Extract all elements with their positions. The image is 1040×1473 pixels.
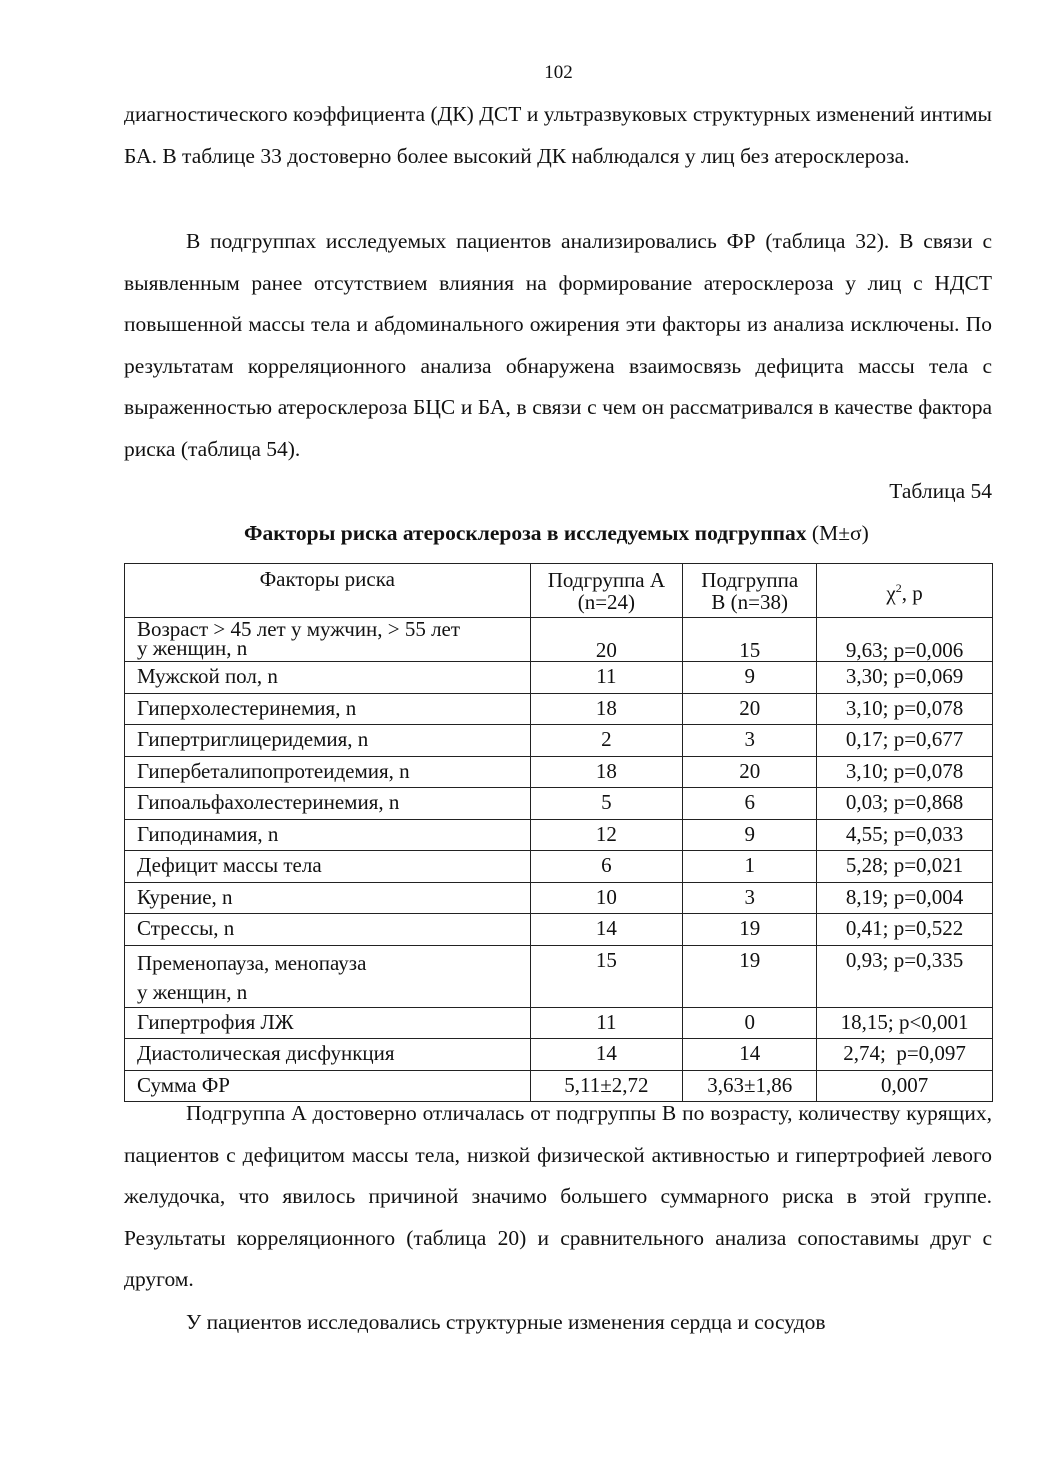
- table-row: [125, 693, 993, 725]
- row-group-a-value: 6: [530, 851, 683, 883]
- row-chi-value: 3,30; p=0,069: [817, 662, 993, 694]
- row-factor: [125, 618, 531, 662]
- paragraph-1: диагностического коэффициента (ДК) ДСТ и ультразвуковых структурных изменений интимы БА. В таблице 33 достоверно более высокий ДК наблюдался у лиц без атеросклероза.: [124, 102, 992, 168]
- row-chi-value: 8,19; p=0,004: [817, 882, 993, 914]
- row-factor: Курение, n: [125, 882, 531, 914]
- row-group-a-value: 2: [530, 725, 683, 757]
- row-factor: Стрессы, n: [125, 914, 531, 946]
- table-row: [125, 945, 993, 1007]
- row-factor: Гипертрофия ЛЖ: [125, 1007, 531, 1039]
- row-chi-value: 3,10; p=0,078: [817, 756, 993, 788]
- row-factor: Мужской пол, n: [125, 662, 531, 694]
- table-row: [125, 851, 993, 883]
- table-header-row: [125, 564, 993, 618]
- header-factor: Факторы риска: [125, 564, 531, 618]
- row-group-a-value: 14: [530, 1039, 683, 1071]
- row-factor: [125, 945, 531, 1007]
- row-factor-line1: Пременопауза, менопауза: [137, 950, 367, 975]
- header-group-a-line1: Подгруппа А: [547, 567, 666, 592]
- row-chi-value: 3,10; p=0,078: [817, 693, 993, 725]
- row-group-a-value: 15: [530, 945, 683, 1007]
- row-factor-line2: у женщин, n: [137, 979, 248, 1004]
- header-group-a: [530, 564, 683, 618]
- row-chi-value: 0,03; p=0,868: [817, 788, 993, 820]
- row-factor: Гиперхолестеринемия, n: [125, 693, 531, 725]
- header-chi-square: [817, 564, 993, 618]
- header-group-a-line2: (n=24): [577, 589, 636, 614]
- paragraph-3: Подгруппа А достоверно отличалась от подгруппы В по возрасту, количеству курящих, пациентов с дефицитом массы тела, низкой физической активностью и гипертрофией левого желудочка, что явилось причиной значимо большего суммарного риска в этой группе. Результаты корреляционного (таблица 20) и сравнительного анализа сопоставимы друг с другом.: [124, 1101, 992, 1292]
- row-chi-value: 4,55; p=0,033: [817, 819, 993, 851]
- table-row: [125, 662, 993, 694]
- row-factor-line1: Возраст > 45 лет у мужчин, > 55 лет: [137, 617, 461, 641]
- row-group-b-value: 14: [683, 1039, 817, 1071]
- row-group-a-value: 11: [530, 662, 683, 694]
- table-row: [125, 756, 993, 788]
- table-caption-bold: Факторы риска атеросклероза в исследуемых подгруппах: [244, 521, 807, 545]
- table-row: [125, 914, 993, 946]
- row-group-b-value: 3: [683, 725, 817, 757]
- row-group-b-value: 0: [683, 1007, 817, 1039]
- row-factor: Дефицит массы тела: [125, 851, 531, 883]
- row-chi-value: 0,41; p=0,522: [817, 914, 993, 946]
- table-label: Таблица 54: [889, 479, 992, 503]
- row-group-b-value: 3,63±1,86: [683, 1070, 817, 1102]
- row-chi-value: 0,17; p=0,677: [817, 725, 993, 757]
- row-factor: Гипоальфахолестеринемия, n: [125, 788, 531, 820]
- row-chi-value: 0,93; p=0,335: [817, 945, 993, 1007]
- row-factor-line2: у женщин, n: [137, 636, 248, 660]
- row-factor: Гиподинамия, n: [125, 819, 531, 851]
- row-group-b-value: 19: [683, 945, 817, 1007]
- row-factor: Гипертриглицеридемия, n: [125, 725, 531, 757]
- row-chi-value: 2,74; p=0,097: [817, 1039, 993, 1071]
- row-group-a-value: 11: [530, 1007, 683, 1039]
- row-group-b-value: 15: [683, 618, 817, 662]
- row-group-b-value: 20: [683, 693, 817, 725]
- header-chi-base: χ: [886, 581, 896, 605]
- row-group-b-value: 6: [683, 788, 817, 820]
- header-group-b-line1: Подгруппа: [701, 567, 799, 592]
- table-caption: [244, 521, 869, 546]
- table-row: [125, 788, 993, 820]
- row-chi-value: 0,007: [817, 1070, 993, 1102]
- paragraph-2: В подгруппах исследуемых пациентов анализировались ФР (таблица 32). В связи с выявленным ранее отсутствием влияния на формирование атеросклероза у лиц с НДСТ повышенной массы тела и абдоминального ожирения эти факторы из анализа исключены. По результатам корреляционного анализа обнаружена взаимосвязь дефицита массы тела с выраженностью атеросклероза БЦС и БА, в связи с чем он рассматривался в качестве фактора риска (таблица 54).: [124, 229, 992, 461]
- table-row: [125, 1007, 993, 1039]
- page-number: 102: [544, 62, 573, 83]
- row-group-a-value: 14: [530, 914, 683, 946]
- row-group-a-value: 18: [530, 693, 683, 725]
- paragraph-4: У пациентов исследовались структурные изменения сердца и сосудов: [186, 1310, 826, 1334]
- row-factor: Сумма ФР: [125, 1070, 531, 1102]
- row-group-b-value: 3: [683, 882, 817, 914]
- table-caption-rest: (M±σ): [806, 521, 869, 545]
- row-group-b-value: 19: [683, 914, 817, 946]
- table-row: [125, 1039, 993, 1071]
- header-chi-sup: 2: [895, 581, 902, 595]
- risk-factors-table: [124, 563, 993, 1102]
- row-chi-value: 9,63; p=0,006: [817, 618, 993, 662]
- row-group-b-value: 9: [683, 819, 817, 851]
- table-row: [125, 882, 993, 914]
- row-group-a-value: 5: [530, 788, 683, 820]
- row-chi-value: 5,28; p=0,021: [817, 851, 993, 883]
- row-factor: Диастолическая дисфункция: [125, 1039, 531, 1071]
- row-chi-value: 18,15; p<0,001: [817, 1007, 993, 1039]
- row-group-a-value: 12: [530, 819, 683, 851]
- row-group-b-value: 1: [683, 851, 817, 883]
- table-row: [125, 725, 993, 757]
- row-factor: Гипербеталипопротеидемия, n: [125, 756, 531, 788]
- row-group-a-value: 5,11±2,72: [530, 1070, 683, 1102]
- row-group-a-value: 20: [530, 618, 683, 662]
- header-group-b: [683, 564, 817, 618]
- header-group-b-line2: В (n=38): [711, 589, 789, 614]
- header-chi-rest: , p: [901, 581, 923, 605]
- row-group-b-value: 20: [683, 756, 817, 788]
- table-row: [125, 618, 993, 662]
- row-group-b-value: 9: [683, 662, 817, 694]
- row-group-a-value: 18: [530, 756, 683, 788]
- table-row: [125, 819, 993, 851]
- row-group-a-value: 10: [530, 882, 683, 914]
